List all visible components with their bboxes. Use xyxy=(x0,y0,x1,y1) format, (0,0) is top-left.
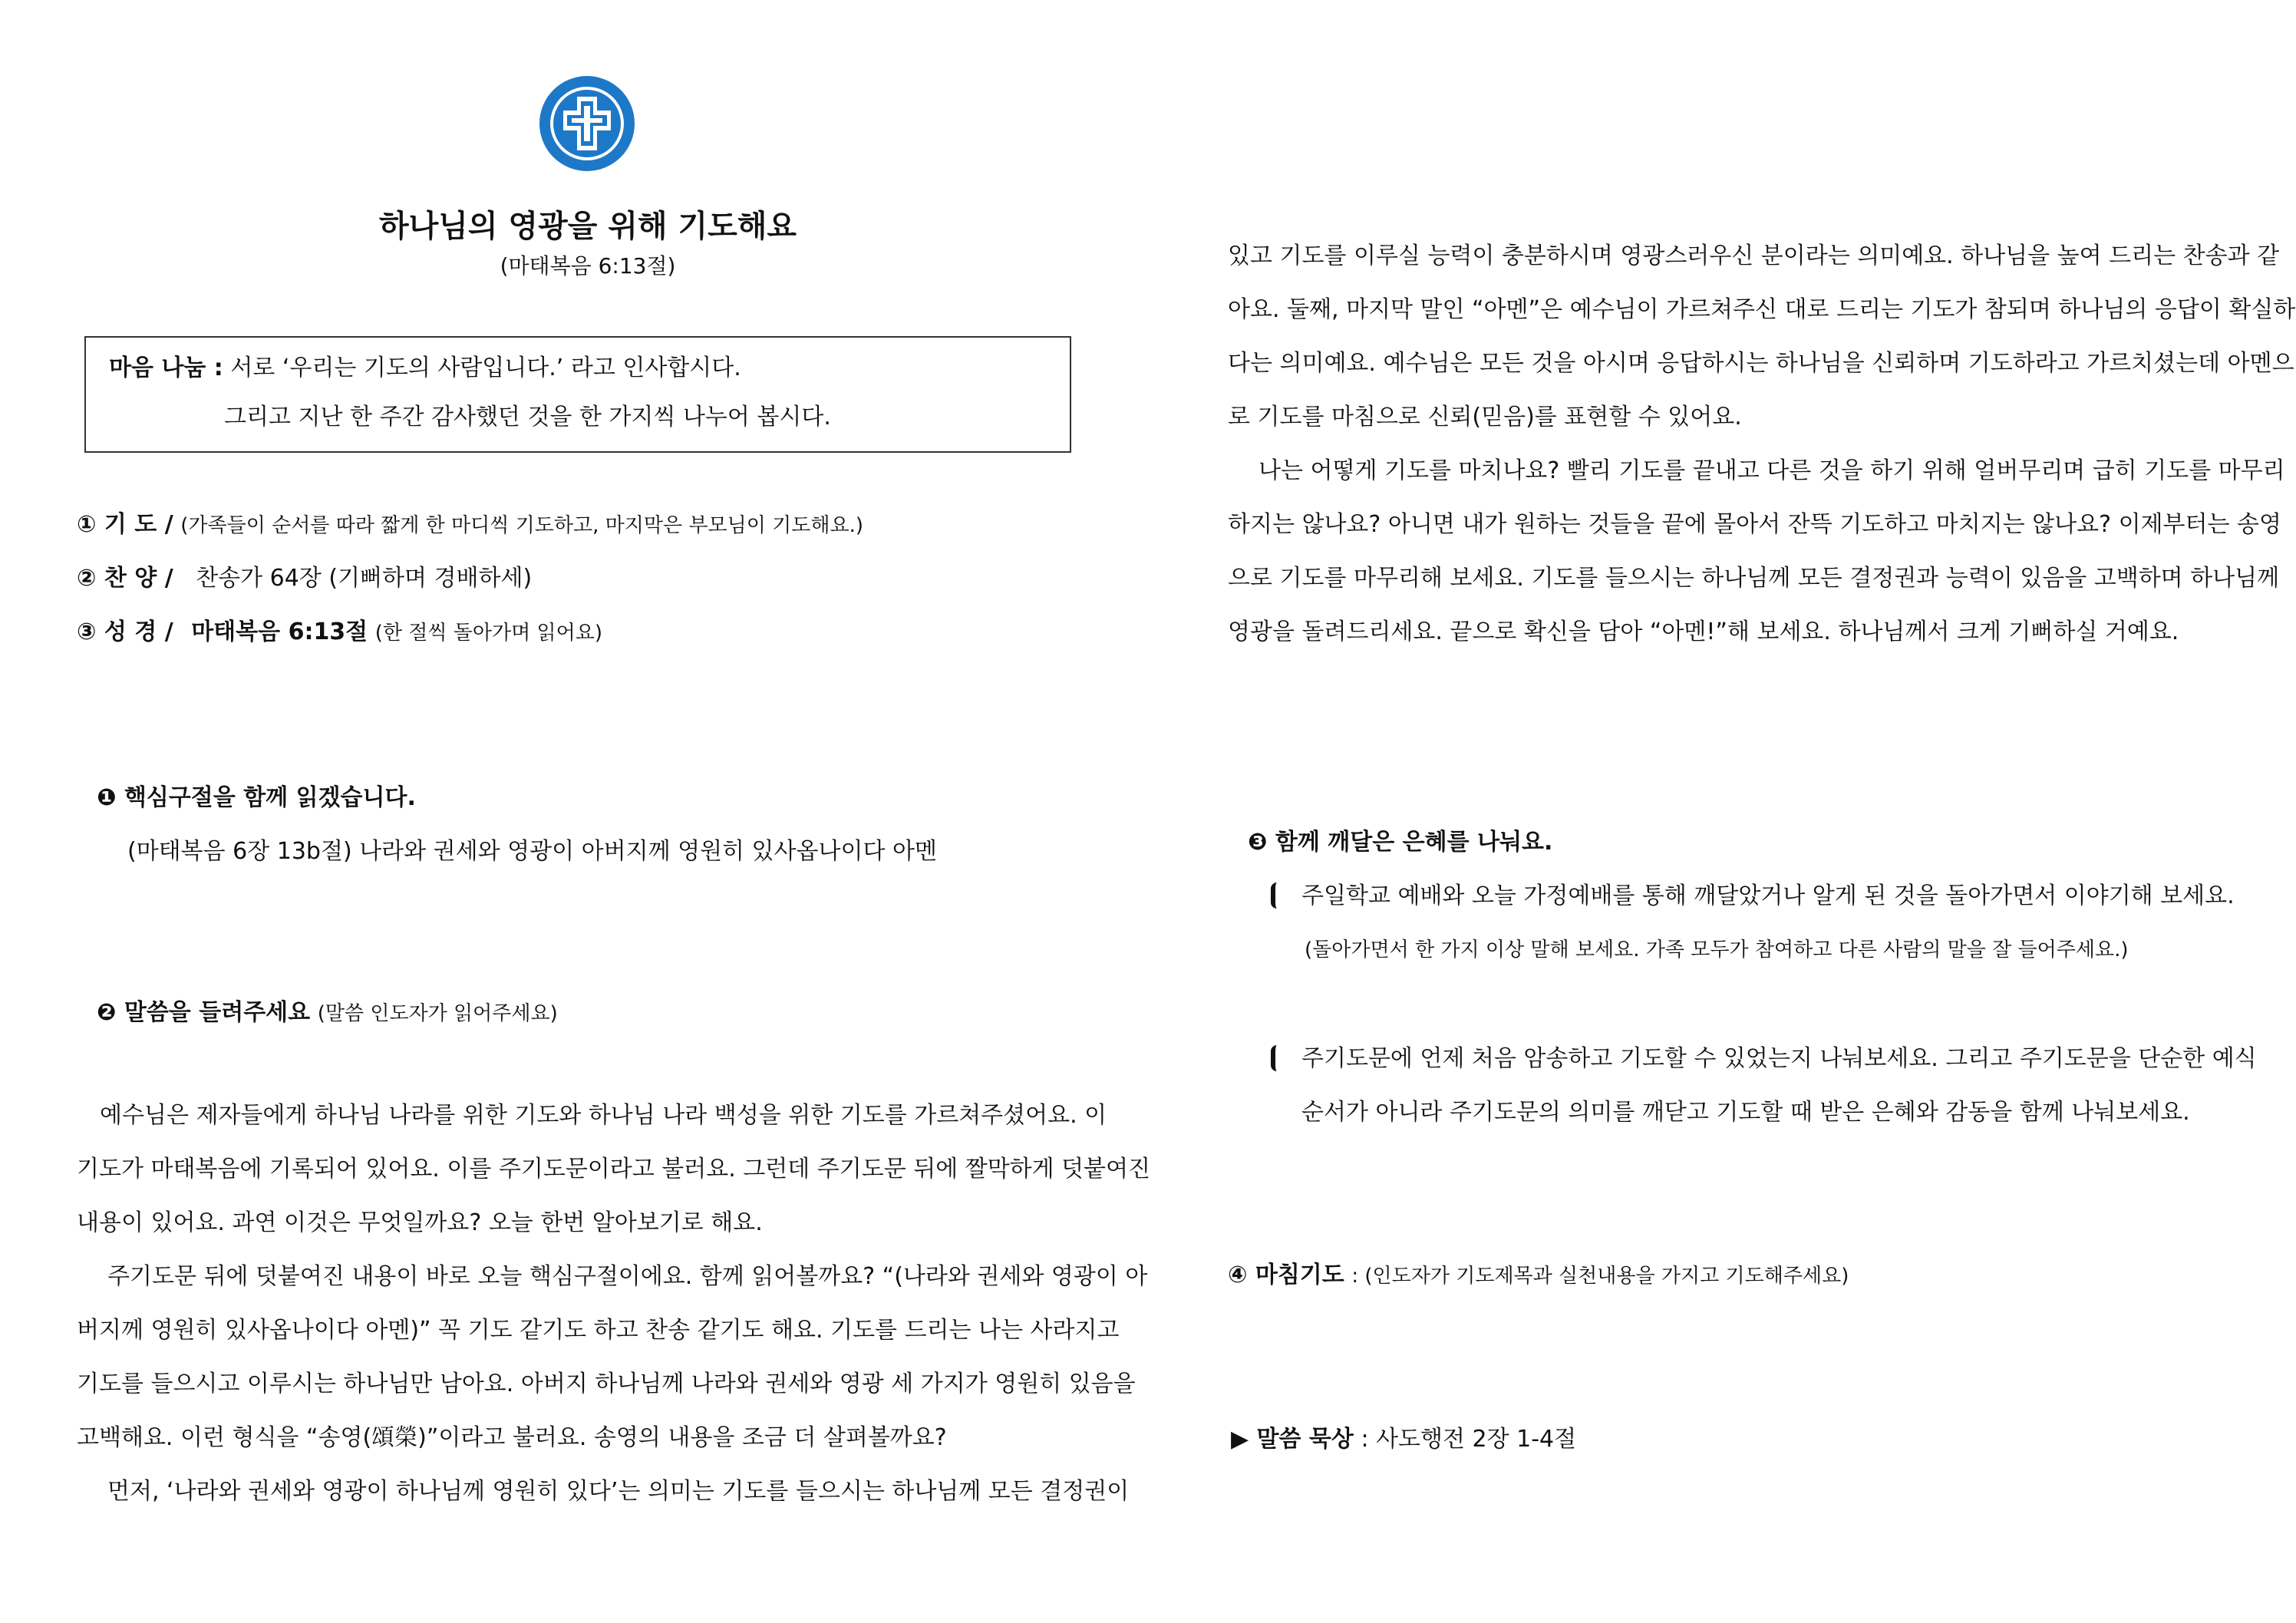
question-1-marker xyxy=(1271,882,1283,909)
order-prayer xyxy=(77,511,863,539)
bible-ref: 마태복음 6:13절 xyxy=(191,619,368,645)
prayer-note: (가족들이 순서를 따라 짧게 한 마디씩 기도하고, 마지막은 부모님이 기도해요.) xyxy=(180,514,863,537)
share-text-2: 그리고 지난 한 주간 감사했던 것을 한 가지씩 나누어 봅시다. xyxy=(224,404,831,430)
question-2-line-2: 순서가 아니라 주기도문의 의미를 깨닫고 기도할 때 받은 은혜와 감동을 함께 나눠보세요. xyxy=(1301,1099,2190,1126)
share-line-1 xyxy=(109,355,741,382)
order-bible xyxy=(77,619,602,647)
bible-note: (한 절씩 돌아가며 읽어요) xyxy=(374,622,602,645)
order-praise xyxy=(77,565,532,592)
share-label: 마음 나눔 : xyxy=(109,355,223,381)
church-logo xyxy=(537,74,637,173)
sermon-line: 하지는 않나요? 아니면 내가 원하는 것들을 끝에 몰아서 잔뜩 기도하고 마치지는 않나요? 이제부터는 송영 xyxy=(1228,511,2281,538)
bible-label: ③ 성 경 / xyxy=(77,619,173,645)
sermon-line: 영광을 돌려드리세요. 끝으로 확신을 담아 “아멘!”해 보세요. 하나님께서 크게 기뻐하실 거예요. xyxy=(1228,619,2179,645)
prayer-label: ① 기 도 / xyxy=(77,511,173,538)
question-1-note: (돌아가면서 한 가지 이상 말해 보세요. 가족 모두가 참여하고 다른 사람의 말을 잘 들어주세요.) xyxy=(1305,939,2129,962)
share-text-1: 서로 ‘우리는 기도의 사람입니다.’ 라고 인사합시다. xyxy=(230,355,741,381)
meditation-text: : 사도행전 2장 1-4절 xyxy=(1361,1426,1577,1453)
praise-label: ② 찬 양 / xyxy=(77,565,173,592)
praise-text: 찬송가 64장 (기뻐하며 경배하세) xyxy=(196,565,533,592)
heart-sharing-box xyxy=(84,336,1071,453)
sermon-line: 아요. 둘째, 마지막 말인 “아멘”은 예수님이 가르쳐주신 대로 드리는 기도가 참되며 하나님의 응답이 확실하 xyxy=(1228,296,2296,323)
sermon-line: 고백해요. 이런 형식을 “송영(頌榮)”이라고 불러요. 송영의 내용을 조금 더 살펴볼까요? xyxy=(77,1424,947,1451)
section1-verse: (마태복음 6장 13b절) 나라와 권세와 영광이 아버지께 영원히 있사옵나이다 아멘 xyxy=(127,838,937,865)
question-1: 주일학교 예배와 오늘 가정예배를 통해 깨달았거나 알게 된 것을 돌아가면서 이야기해 보세요. xyxy=(1301,882,2235,909)
sermon-line: 먼저, ‘나라와 권세와 영광이 하나님께 영원히 있다’는 의미는 기도를 들으시는 하나님께 모든 결정권이 xyxy=(107,1478,1130,1505)
closing-label: ④ 마침기도 xyxy=(1228,1262,1344,1288)
sermon-line: 다는 의미예요. 예수님은 모든 것을 아시며 응답하시는 하나님을 신뢰하며 기도하라고 가르치셨는데 아멘으 xyxy=(1228,350,2294,377)
meditation-label: ▶ 말씀 묵상 xyxy=(1231,1426,1354,1453)
sermon-line: 으로 기도를 마무리해 보세요. 기도를 들으시는 하나님께 모든 결정권과 능력이 있음을 고백하며 하나님께 xyxy=(1228,565,2280,592)
section1-heading: ❶ 핵심구절을 함께 읽겠습니다. xyxy=(97,784,416,811)
sermon-line: 나는 어떻게 기도를 마치나요? 빨리 기도를 끝내고 다른 것을 하기 위해 얼버무리며 급히 기도를 마무리 xyxy=(1259,457,2285,484)
sermon-line: 주기도문 뒤에 덧붙여진 내용이 바로 오늘 핵심구절이에요. 함께 읽어볼까요? “(나라와 권세와 영광이 아 xyxy=(107,1263,1148,1290)
sermon-line: 예수님은 제자들에게 하나님 나라를 위한 기도와 하나님 나라 백성을 위한 기도를 가르쳐주셨어요. 이 xyxy=(100,1102,1107,1129)
meditation xyxy=(1231,1426,1576,1453)
sermon-line: 기도를 들으시고 이루시는 하나님만 남아요. 아버지 하나님께 나라와 권세와 영광 세 가지가 영원히 있음을 xyxy=(77,1371,1136,1397)
question-2-line-1: 주기도문에 언제 처음 암송하고 기도할 수 있었는지 나눠보세요. 그리고 주기도문을 단순한 예식 xyxy=(1301,1045,2257,1072)
section2-heading: ❷ 말씀을 들려주세요 xyxy=(97,999,311,1026)
section2-note: (말씀 인도자가 읽어주세요) xyxy=(317,1002,558,1025)
closing-prayer xyxy=(1228,1262,1849,1290)
page-title: 하나님의 영광을 위해 기도해요 xyxy=(378,209,797,244)
sermon-line: 내용이 있어요. 과연 이것은 무엇일까요? 오늘 한번 알아보기로 해요. xyxy=(77,1209,763,1236)
sermon-line: 버지께 영원히 있사옵나이다 아멘)” 꼭 기도 같기도 하고 찬송 같기도 해요. 기도를 드리는 나는 사라지고 xyxy=(77,1317,1120,1344)
section3-heading: ❸ 함께 깨달은 은혜를 나눠요. xyxy=(1248,829,1553,856)
title-reference: (마태복음 6:13절) xyxy=(500,253,676,279)
sermon-line: 기도가 마태복음에 기록되어 있어요. 이를 주기도문이라고 불러요. 그런데 주기도문 뒤에 짤막하게 덧붙여진 xyxy=(77,1156,1151,1183)
sermon-line: 로 기도를 마침으로 신뢰(믿음)를 표현할 수 있어요. xyxy=(1228,404,1742,430)
question-2-marker xyxy=(1271,1045,1283,1071)
sermon-line: 있고 기도를 이루실 능력이 충분하시며 영광스러우신 분이라는 의미예요. 하나님을 높여 드리는 찬송과 같 xyxy=(1228,242,2280,269)
closing-note: : (인도자가 기도제목과 실천내용을 가지고 기도해주세요) xyxy=(1351,1265,1849,1288)
section2-heading-row xyxy=(97,999,558,1028)
